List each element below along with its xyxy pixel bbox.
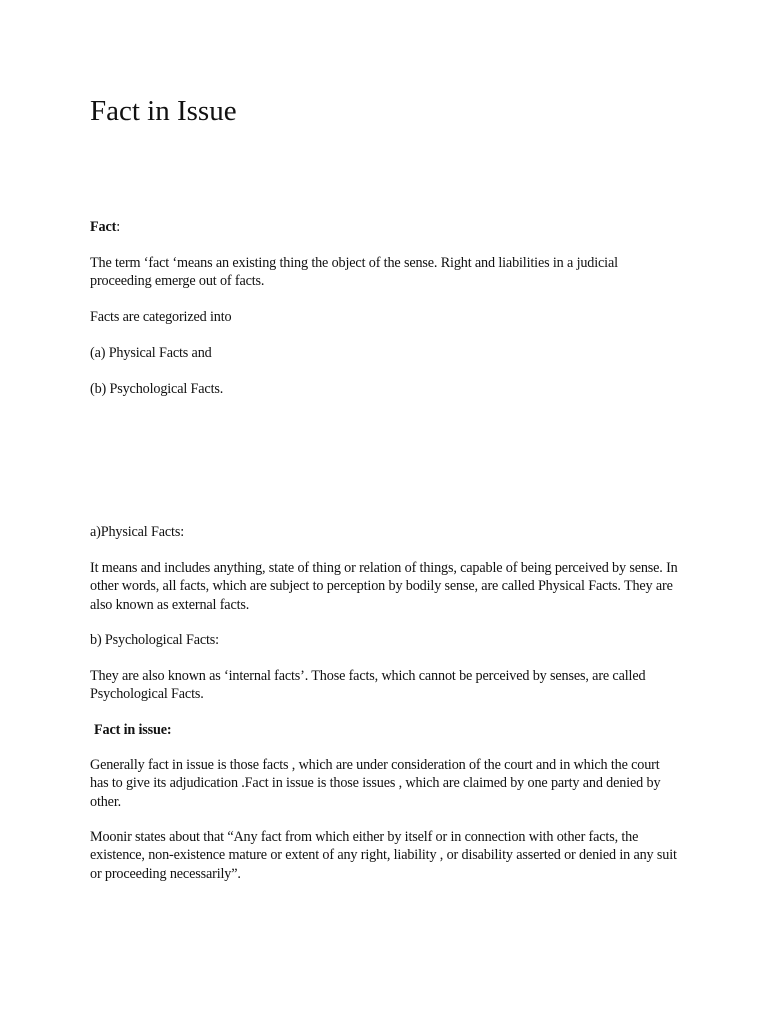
fact-heading-colon: : [116, 219, 120, 235]
fact-definition: The term ‘fact ‘means an existing thing the object of the sense. Right and liabilities in a judicial proceeding emerge out of facts. [90, 255, 618, 290]
fact-in-issue-definition: Generally fact in issue is those facts , which are under consideration of the court and in which the court has to give its adjudication .Fact in issue is those issues , which are claimed by one party and denied by other. [90, 757, 661, 810]
category-psychological-facts: (b) Psychological Facts. [90, 381, 224, 397]
physical-facts-definition: It means and includes anything, state of thing or relation of things, capable of being perceived by sense. In other words, all facts, which are subject to perception by bodily sense, are called Physical Facts. They are also known as external facts. [90, 560, 678, 613]
fact-heading [90, 218, 680, 236]
fact-in-issue-heading: Fact in issue: [94, 722, 172, 738]
facts-categorized-intro: Facts are categorized into [90, 309, 232, 325]
category-physical-facts: (a) Physical Facts and [90, 345, 212, 361]
physical-facts-heading: a)Physical Facts: [90, 524, 184, 540]
moonir-quote: Moonir states about that “Any fact from which either by itself or in connection with other facts, the existence, non-existence mature or extent of any right, liability , or disability asserted or denied in any suit or proceeding necessarily”. [90, 829, 677, 882]
psychological-facts-heading: b) Psychological Facts: [90, 632, 219, 648]
psychological-facts-definition: They are also known as ‘internal facts’. Those facts, which cannot be perceived by senses, are called Psychological Facts. [90, 668, 646, 703]
fact-heading-label: Fact [90, 219, 117, 235]
document-title: Fact in Issue [90, 95, 237, 127]
